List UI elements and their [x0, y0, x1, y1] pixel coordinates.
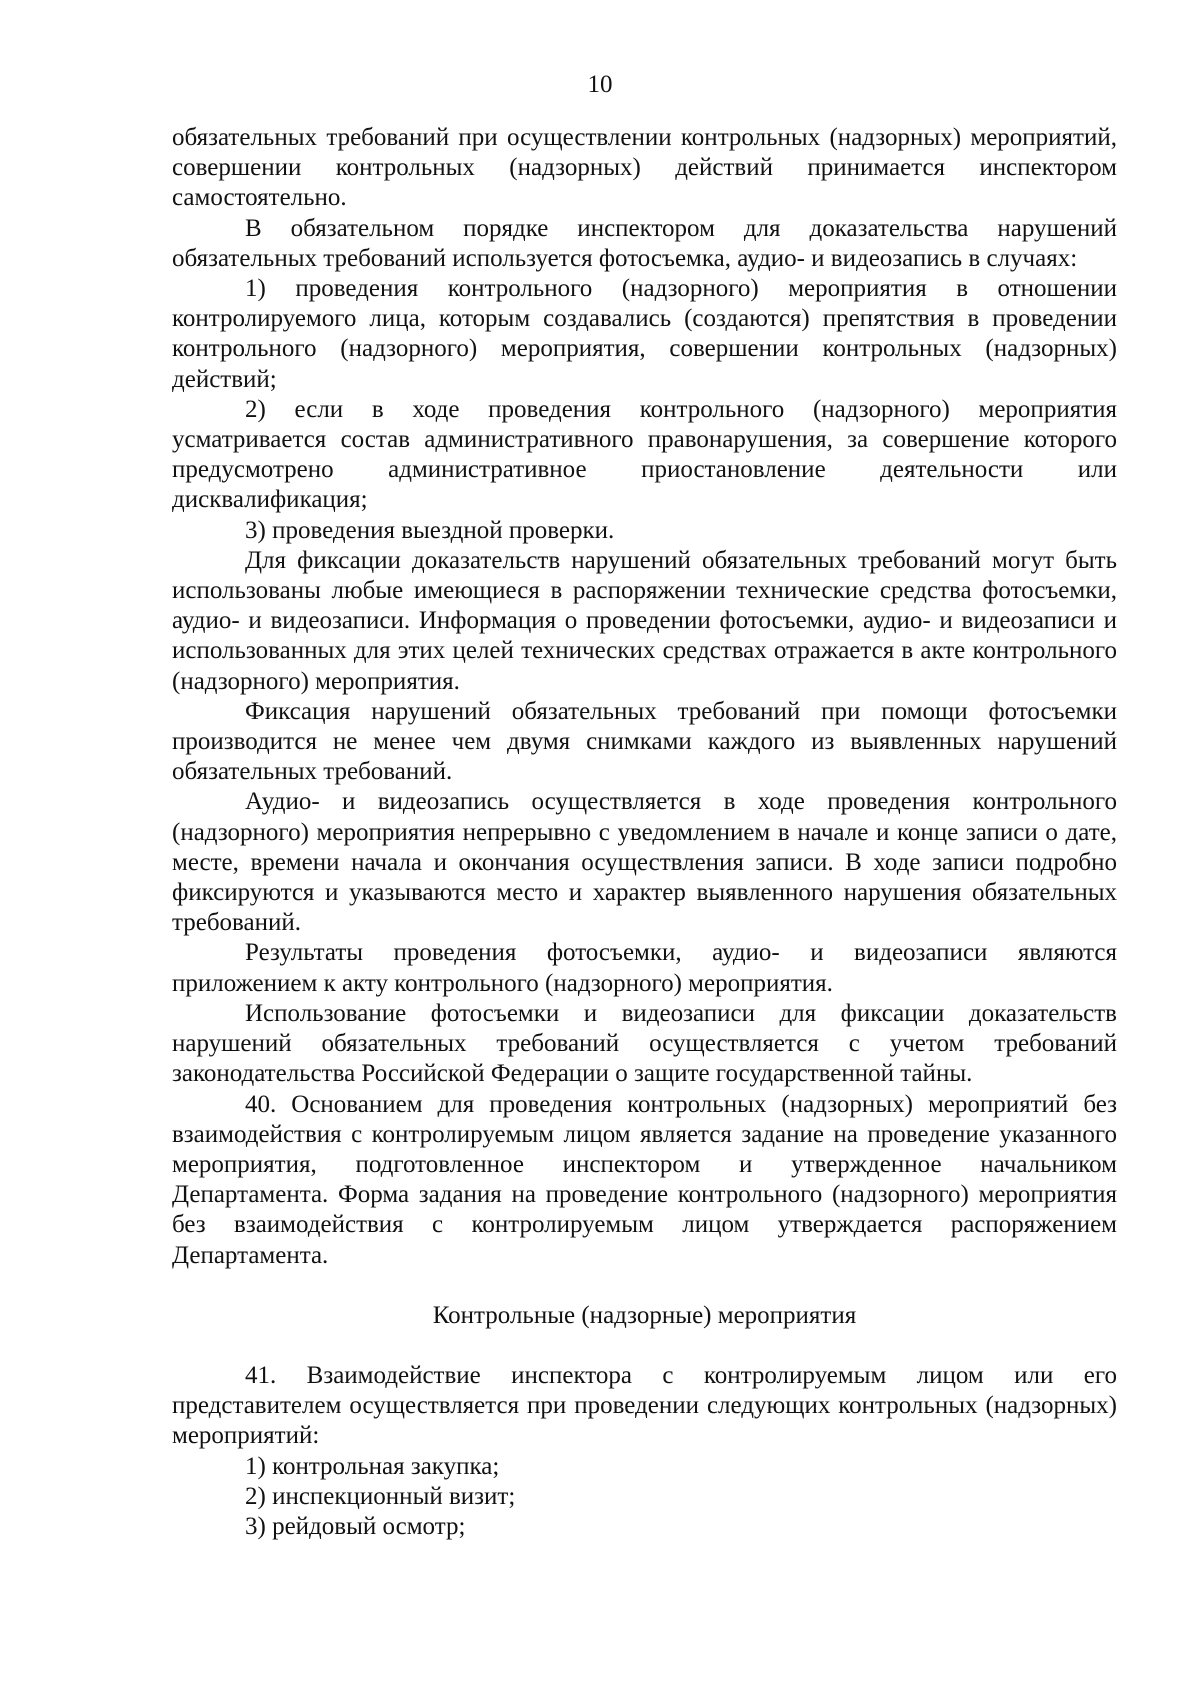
document-body [172, 123, 1117, 1542]
paragraph-audio-video: Аудио- и видеозапись осуществляется в ходе проведения контрольного (надзорного) мероприятия непрерывно с уведомлением в начале и конце записи о дате, месте, времени начала и окончания осуществления записи. В ходе записи подробно фиксируются и указываются место и характер выявленного нарушения обязательных требований. [172, 788, 1117, 937]
paragraph-clause-40: 40. Основанием для проведения контрольных (надзорных) мероприятий без взаимодействия с контролируемым лицом является задание на проведение указанного мероприятия, подготовленное инспектором и утвержденное начальником Департамента. Форма задания на проведение контрольного (надзорного) мероприятия без взаимодействия с контролируемым лицом утверждается распоряжением Департамента. [172, 1090, 1117, 1269]
paragraph-photo-fixation: Фиксация нарушений обязательных требований при помощи фотосъемки производится не менее чем двумя снимками каждого из выявленных нарушений обязательных требований. [172, 697, 1117, 786]
list-item-3-field-inspection: 3) проведения выездной проверки. [245, 516, 615, 544]
paragraph-clause-41: 41. Взаимодействие инспектора с контролируемым лицом или его представителем осуществляется при проведении следующих контрольных (надзорных) мероприятий: [172, 1361, 1117, 1450]
paragraph-results-appendix: Результаты проведения фотосъемки, аудио- и видеозаписи являются приложением к акту контрольного (надзорного) мероприятия. [172, 939, 1117, 997]
list-item-2-offense: 2) если в ходе проведения контрольного (надзорного) мероприятия усматривается состав административного правонарушения, за совершение которого предусмотрено административное приостановление деятельности или дисквалификация; [172, 395, 1117, 514]
list-item-inspection-visit: 2) инспекционный визит; [245, 1482, 516, 1510]
paragraph-continuation: обязательных требований при осуществлении контрольных (надзорных) мероприятий, совершении контрольных (надзорных) действий принимается инспектором самостоятельно. [172, 124, 1117, 212]
paragraph-evidence-means: Для фиксации доказательств нарушений обязательных требований могут быть использованы любые имеющиеся в распоряжении технические средства фотосъемки, аудио- и видеозаписи. Информация о проведении фотосъемки, аудио- и видеозаписи и использованных для этих целей технических средствах отражается в акте контрольного (надзорного) мероприятия. [172, 546, 1117, 695]
section-heading: Контрольные (надзорные) мероприятия [432, 1301, 857, 1329]
paragraph-mandatory-recording: В обязательном порядке инспектором для доказательства нарушений обязательных требований используется фотосъемка, аудио- и видеозапись в случаях: [172, 214, 1117, 272]
paragraph-state-secret: Использование фотосъемки и видеозаписи для фиксации доказательств нарушений обязательных требований осуществляется с учетом требований законодательства Российской Федерации о защите государственной тайны. [172, 999, 1117, 1088]
list-item-control-purchase: 1) контрольная закупка; [245, 1452, 500, 1480]
list-item-1-obstruction: 1) проведения контрольного (надзорного) мероприятия в отношении контролируемого лица, которым создавались (создаются) препятствия в проведении контрольного (надзорного) мероприятия, совершении контрольных (надзорных) действий; [172, 275, 1117, 393]
list-item-raid-inspection: 3) рейдовый осмотр; [245, 1512, 466, 1540]
page-number: 10 [587, 71, 613, 98]
